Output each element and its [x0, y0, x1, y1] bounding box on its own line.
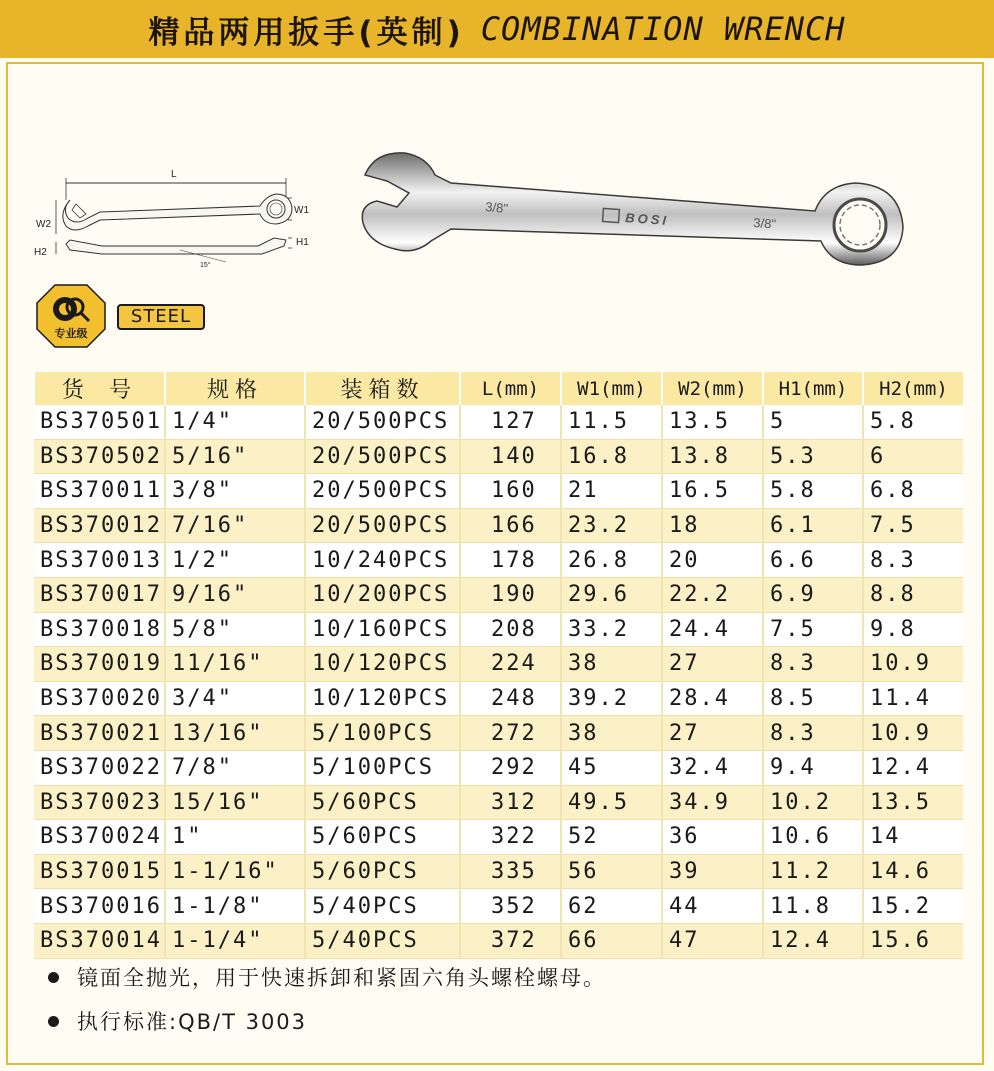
wrench-photo	[355, 145, 915, 275]
table-cell: 10/120PCS	[305, 681, 460, 716]
title-chinese: 精品两用扳手(英制)	[148, 14, 465, 51]
diagram-label-L: L	[171, 170, 177, 180]
table-row	[34, 474, 963, 509]
table-cell: 5/60PCS	[305, 820, 460, 855]
header-cell: H1(mm)	[763, 372, 863, 405]
header-cell: 规格	[165, 372, 305, 405]
table-cell: BS370022	[34, 750, 165, 785]
table-row	[34, 577, 963, 612]
table-cell: 20/500PCS	[305, 508, 460, 543]
table-cell: 29.6	[561, 577, 662, 612]
table-cell: BS370017	[34, 577, 165, 612]
table-cell: 13/16"	[165, 716, 305, 751]
table-cell: 20	[662, 543, 763, 578]
table-cell: 3/4"	[165, 681, 305, 716]
table-cell: 52	[561, 820, 662, 855]
table-cell: BS370011	[34, 474, 165, 509]
table-cell: 11.8	[763, 889, 863, 924]
table-cell: 9.8	[863, 612, 963, 647]
table-cell: 38	[561, 647, 662, 682]
table-cell: 9/16"	[165, 577, 305, 612]
table-cell: 26.8	[561, 543, 662, 578]
table-cell: 13.5	[662, 405, 763, 439]
photo-size-right: 3/8"	[752, 215, 777, 232]
table-cell: BS370014	[34, 923, 165, 958]
table-cell: 10/240PCS	[305, 543, 460, 578]
table-cell: 372	[460, 923, 561, 958]
note-text: 镜面全抛光，用于快速拆卸和紧固六角头螺栓螺母。	[77, 966, 606, 990]
table-cell: 20/500PCS	[305, 474, 460, 509]
table-cell: 1"	[165, 820, 305, 855]
table-cell: 5/8"	[165, 612, 305, 647]
table-cell: BS370012	[34, 508, 165, 543]
diagram-label-H2: H2	[34, 247, 47, 258]
table-cell: BS370023	[34, 785, 165, 820]
table-cell: 3/8"	[165, 474, 305, 509]
table-cell: 5/40PCS	[305, 889, 460, 924]
table-cell: 10/200PCS	[305, 577, 460, 612]
material-label: STEEL	[117, 304, 205, 330]
table-cell: 11.2	[763, 854, 863, 889]
table-cell: 5/60PCS	[305, 854, 460, 889]
table-cell: 5.8	[763, 474, 863, 509]
table-row	[34, 405, 963, 439]
table-cell: 28.4	[662, 681, 763, 716]
table-cell: 33.2	[561, 612, 662, 647]
table-cell: 5.8	[863, 405, 963, 439]
table-cell: 16.5	[662, 474, 763, 509]
table-cell: 23.2	[561, 508, 662, 543]
table-cell: 178	[460, 543, 561, 578]
table-cell: BS370015	[34, 854, 165, 889]
notes	[48, 955, 606, 1043]
table-cell: 49.5	[561, 785, 662, 820]
table-cell: 10/120PCS	[305, 647, 460, 682]
table-row	[34, 889, 963, 924]
table-cell: 62	[561, 889, 662, 924]
table-cell: 1-1/4"	[165, 923, 305, 958]
table-cell: 6.6	[763, 543, 863, 578]
diagram-label-W2: W2	[36, 219, 51, 230]
table-row	[34, 508, 963, 543]
table-cell: 13.5	[863, 785, 963, 820]
header-cell: L(mm)	[460, 372, 561, 405]
table-cell: 11/16"	[165, 647, 305, 682]
diagram-angle: 15°	[200, 262, 211, 269]
table-cell: 44	[662, 889, 763, 924]
table-cell: 56	[561, 854, 662, 889]
table-row	[34, 612, 963, 647]
table-row	[34, 785, 963, 820]
table-cell: 39	[662, 854, 763, 889]
table-cell: 20/500PCS	[305, 405, 460, 439]
table-cell: 7/16"	[165, 508, 305, 543]
table-cell: BS370018	[34, 612, 165, 647]
table-row	[34, 681, 963, 716]
table-cell: 10.9	[863, 716, 963, 751]
table-cell: 292	[460, 750, 561, 785]
table-cell: 5/100PCS	[305, 716, 460, 751]
table-cell: 272	[460, 716, 561, 751]
table-cell: 8.3	[763, 647, 863, 682]
table-cell: 127	[460, 405, 561, 439]
table-cell: 5.3	[763, 439, 863, 474]
table-cell: 5/60PCS	[305, 785, 460, 820]
table-row	[34, 716, 963, 751]
table-row	[34, 543, 963, 578]
table-cell: 190	[460, 577, 561, 612]
table-cell: 224	[460, 647, 561, 682]
table-cell: 10.2	[763, 785, 863, 820]
table-row	[34, 854, 963, 889]
table-cell: 14.6	[863, 854, 963, 889]
bullet-icon	[48, 972, 59, 983]
table-cell: 140	[460, 439, 561, 474]
table-cell: 20/500PCS	[305, 439, 460, 474]
table-cell: BS370502	[34, 439, 165, 474]
table-cell: 27	[662, 716, 763, 751]
header-cell: W1(mm)	[561, 372, 662, 405]
header-cell: W2(mm)	[662, 372, 763, 405]
table-cell: BS370013	[34, 543, 165, 578]
photo-size-left: 3/8"	[484, 199, 509, 216]
table-cell: 12.4	[863, 750, 963, 785]
table-cell: 248	[460, 681, 561, 716]
table-cell: 335	[460, 854, 561, 889]
table-cell: 11.4	[863, 681, 963, 716]
table-cell: 10.6	[763, 820, 863, 855]
table-cell: 5/16"	[165, 439, 305, 474]
table-cell: 15.2	[863, 889, 963, 924]
table-cell: 47	[662, 923, 763, 958]
table-cell: 36	[662, 820, 763, 855]
table-cell: 39.2	[561, 681, 662, 716]
table-row	[34, 923, 963, 958]
table-row	[34, 750, 963, 785]
table-cell: 312	[460, 785, 561, 820]
table-cell: 9.4	[763, 750, 863, 785]
header-cell: 装箱数	[305, 372, 460, 405]
badge-text: 专业级	[54, 327, 88, 340]
table-cell: 5	[763, 405, 863, 439]
table-cell: 24.4	[662, 612, 763, 647]
header-cell: 货 号	[34, 372, 165, 405]
table-row	[34, 647, 963, 682]
spec-table	[33, 372, 963, 959]
table-cell: 7.5	[863, 508, 963, 543]
table-cell: 15.6	[863, 923, 963, 958]
table-cell: BS370501	[34, 405, 165, 439]
table-cell: BS370024	[34, 820, 165, 855]
table-cell: BS370019	[34, 647, 165, 682]
photo-brand: BOSI	[624, 210, 670, 229]
table-cell: 6.9	[763, 577, 863, 612]
table-cell: BS370020	[34, 681, 165, 716]
table-cell: 45	[561, 750, 662, 785]
table-cell: 8.5	[763, 681, 863, 716]
table-cell: 1/2"	[165, 543, 305, 578]
table-cell: 11.5	[561, 405, 662, 439]
note-item	[48, 955, 606, 999]
table-cell: 1/4"	[165, 405, 305, 439]
table-cell: 166	[460, 508, 561, 543]
table-cell: 12.4	[763, 923, 863, 958]
table-cell: 1-1/16"	[165, 854, 305, 889]
table-cell: 27	[662, 647, 763, 682]
table-row	[34, 820, 963, 855]
table-cell: 8.3	[863, 543, 963, 578]
note-text: 执行标准:QB/T 3003	[77, 1010, 308, 1034]
table-cell: 38	[561, 716, 662, 751]
table-cell: 16.8	[561, 439, 662, 474]
table-cell: 322	[460, 820, 561, 855]
table-cell: 21	[561, 474, 662, 509]
table-cell: 34.9	[662, 785, 763, 820]
bullet-icon	[48, 1016, 59, 1027]
dimension-diagram	[30, 170, 330, 270]
table-cell: 10.9	[863, 647, 963, 682]
header-cell: H2(mm)	[863, 372, 963, 405]
table-cell: 7.5	[763, 612, 863, 647]
diagram-label-H1: H1	[296, 237, 309, 248]
table-cell: 7/8"	[165, 750, 305, 785]
table-cell: 10/160PCS	[305, 612, 460, 647]
table-cell: 1-1/8"	[165, 889, 305, 924]
table-cell: 208	[460, 612, 561, 647]
table-cell: 8.3	[763, 716, 863, 751]
table-cell: 32.4	[662, 750, 763, 785]
table-cell: 14	[863, 820, 963, 855]
table-cell: 6.8	[863, 474, 963, 509]
note-item	[48, 999, 606, 1043]
table-cell: 18	[662, 508, 763, 543]
table-cell: 160	[460, 474, 561, 509]
table-cell: 15/16"	[165, 785, 305, 820]
table-cell: 13.8	[662, 439, 763, 474]
table-header-row	[34, 372, 963, 405]
table-cell: 22.2	[662, 577, 763, 612]
table-cell: 6.1	[763, 508, 863, 543]
table-cell: 352	[460, 889, 561, 924]
table-row	[34, 439, 963, 474]
table-cell: 5/40PCS	[305, 923, 460, 958]
title-english: COMBINATION WRENCH	[480, 10, 846, 48]
diagram-label-W1: W1	[294, 205, 309, 216]
table-cell: 8.8	[863, 577, 963, 612]
professional-grade-badge	[35, 283, 107, 349]
title-bar	[0, 0, 994, 58]
table-cell: 5/100PCS	[305, 750, 460, 785]
table-cell: BS370016	[34, 889, 165, 924]
table-cell: 6	[863, 439, 963, 474]
table-cell: BS370021	[34, 716, 165, 751]
table-cell: 66	[561, 923, 662, 958]
